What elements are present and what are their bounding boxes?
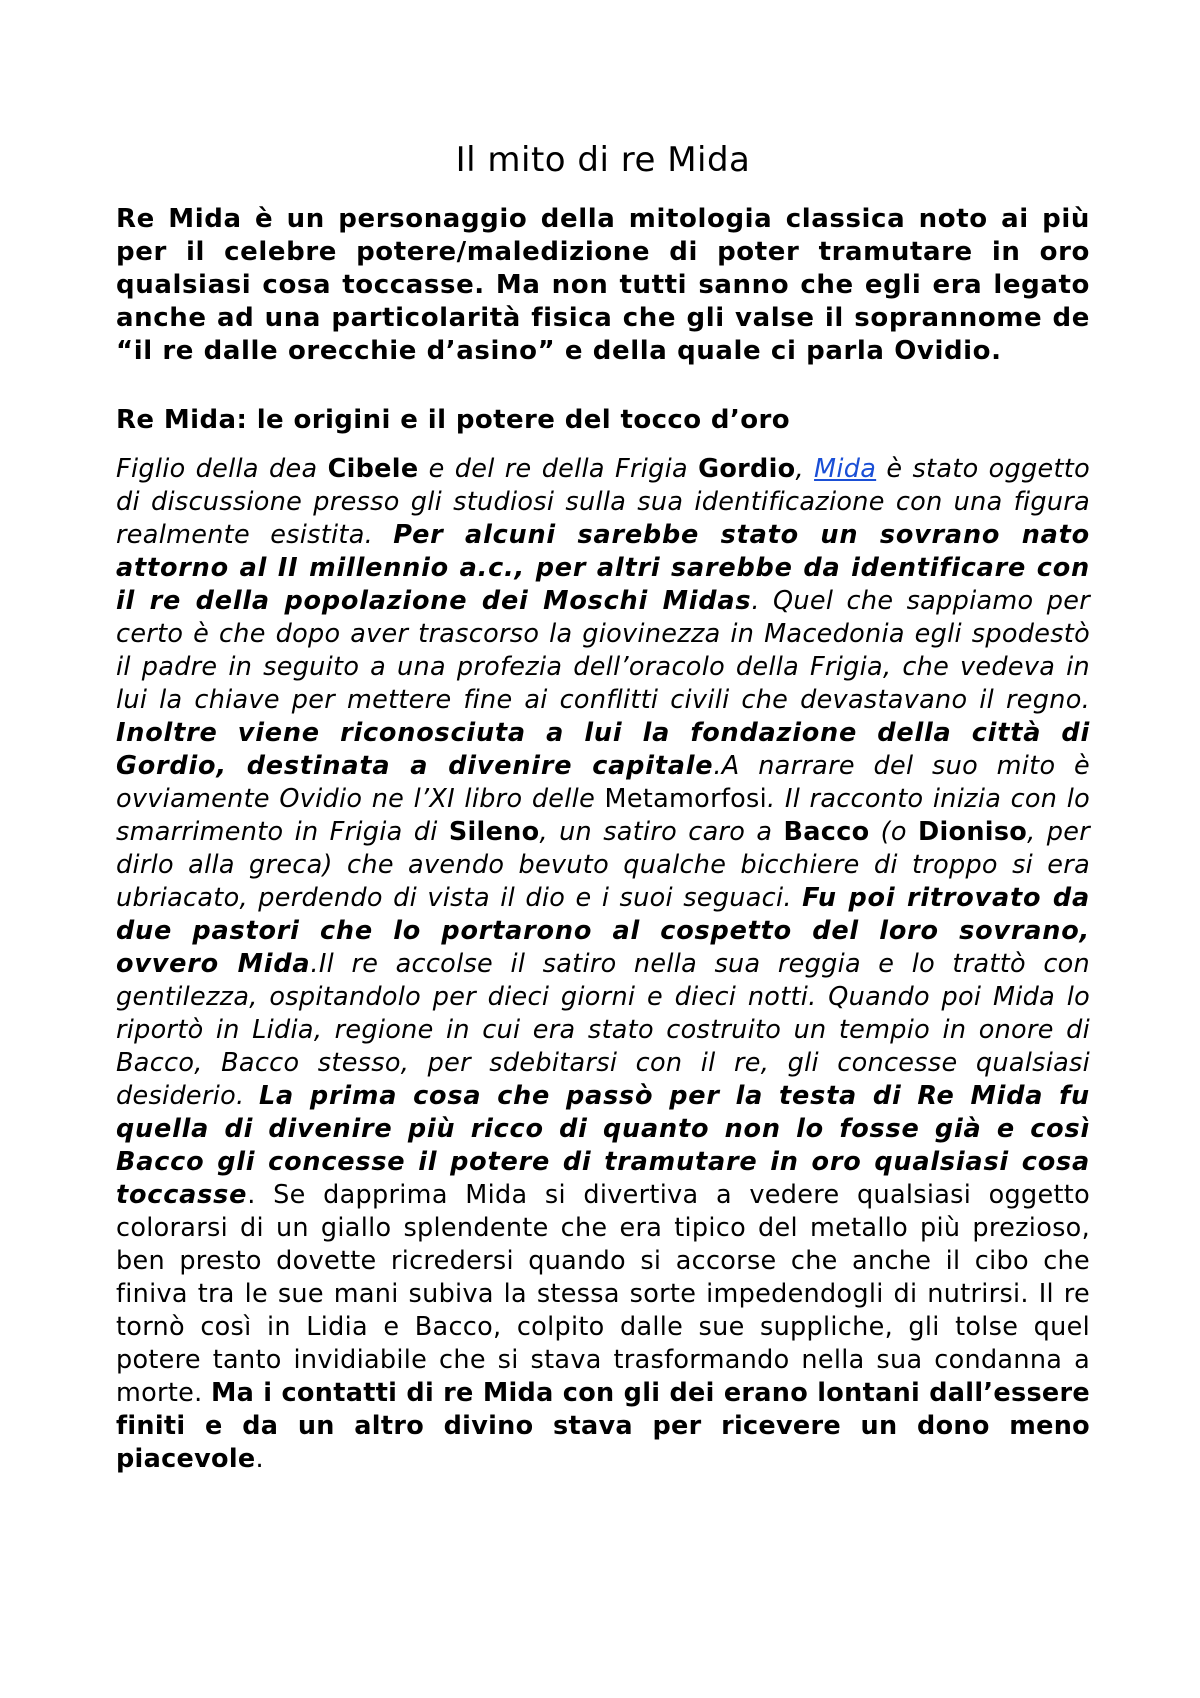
body-regular-span: . (255, 1443, 264, 1474)
body-paragraph (116, 453, 1090, 1476)
intro-paragraph: Re Mida è un personaggio della mitologia classica noto ai più per il celebre potere/maledizione di poter tramutare in oro qualsiasi cosa toccasse. Ma non tutti sanno che egli era legato anche ad una particolarità fisica che gli valse il soprannome de “il re dalle orecchie d’asino” e della quale ci parla Ovidio. (116, 203, 1090, 366)
body-text-span: . Quel che sappiamo per certo è che dopo aver trascorso la giovinezza in Macedonia egli spodestò il padre in seguito a una profezia dell’oracolo della Frigia, che vedeva in lui la chiave per mettere fine ai conflitti civili che devastavano il regno. (116, 585, 1090, 715)
body-text-span: .A narrare del suo mito è ovviamente Ovidio ne l’XI libro delle (116, 750, 1090, 814)
body-bold-span: Sileno (448, 816, 540, 847)
body-bold-span: Cibele (327, 453, 419, 484)
body-regular-span: . Se dapprima Mida si divertiva a vedere qualsiasi oggetto colorarsi di un giallo splendente che era tipico del metallo più prezioso, ben presto dovette ricredersi quando si accorse che anche il cibo che finiva tra le sue mani subiva la stessa sorte impedendogli di nutrirsi. Il re tornò così in Lidia e Bacco, colpito dalle sue suppliche, gli tolse quel potere tanto invidiabile che si stava trasformando nella sua condanna a morte. (116, 1179, 1090, 1408)
body-text-span: Figlio della dea (116, 453, 328, 484)
body-bold-span: Dioniso (918, 816, 1028, 847)
body-bold-span: Ma i contatti di re Mida con gli dei erano lontani dall’essere finiti e da un altro divino stava per ricevere un dono meno piacevole (116, 1377, 1090, 1474)
body-text-span: , (795, 453, 815, 484)
body-text-span: (o (869, 816, 918, 847)
body-bold-italic-span: Fu poi ritrovato da due pastori che lo portarono al cospetto del loro sovrano, ovvero Mida (116, 882, 1090, 979)
body-bold-italic-span: La prima cosa che passò per la testa di Re Mida fu quella di divenire più ricco di quanto non lo fosse già e così Bacco gli concesse il potere di tramutare in oro qualsiasi cosa toccasse (116, 1080, 1090, 1210)
body-regular-span: Metamorfosi (604, 783, 768, 814)
mida-link[interactable]: Mida (814, 453, 877, 484)
body-bold-span: Gordio (698, 453, 796, 484)
body-text-span: , un satiro caro a (539, 816, 784, 847)
section-heading: Re Mida: le origini e il potere del tocco d’oro (116, 404, 790, 435)
body-text-span: e del re della Frigia (418, 453, 699, 484)
body-bold-span: Bacco (783, 816, 870, 847)
body-bold-italic-span: Per alcuni sarebbe stato un sovrano nato attorno al II millennio a.c., per altri sarebbe da identificare con il re della popolazione dei Moschi Midas (116, 519, 1090, 616)
body-bold-italic-span: Inoltre viene riconosciuta a lui la fondazione della città di Gordio, destinata a divenire capitale (116, 717, 1090, 781)
body-text-span: , per dirlo alla greca) che avendo bevuto qualche bicchiere di troppo si era ubriacato, perdendo di vista il dio e i suoi seguaci. (116, 816, 1090, 913)
body-text-span: . Il racconto inizia con lo smarrimento in Frigia di (116, 783, 1090, 847)
document-title: Il mito di re Mida (455, 140, 751, 180)
body-text-span: .Il re accolse il satiro nella sua reggia e lo trattò con gentilezza, ospitandolo per dieci giorni e dieci notti. Quando poi Mida lo riportò in Lidia, regione in cui era stato costruito un tempio in onore di Bacco, Bacco stesso, per sdebitarsi con il re, gli concesse qualsiasi desiderio. (116, 948, 1090, 1111)
body-text-span: è stato oggetto di discussione presso gli studiosi sulla sua identificazione con una figura realmente esistita. (116, 453, 1091, 550)
document-page (116, 140, 1090, 1476)
